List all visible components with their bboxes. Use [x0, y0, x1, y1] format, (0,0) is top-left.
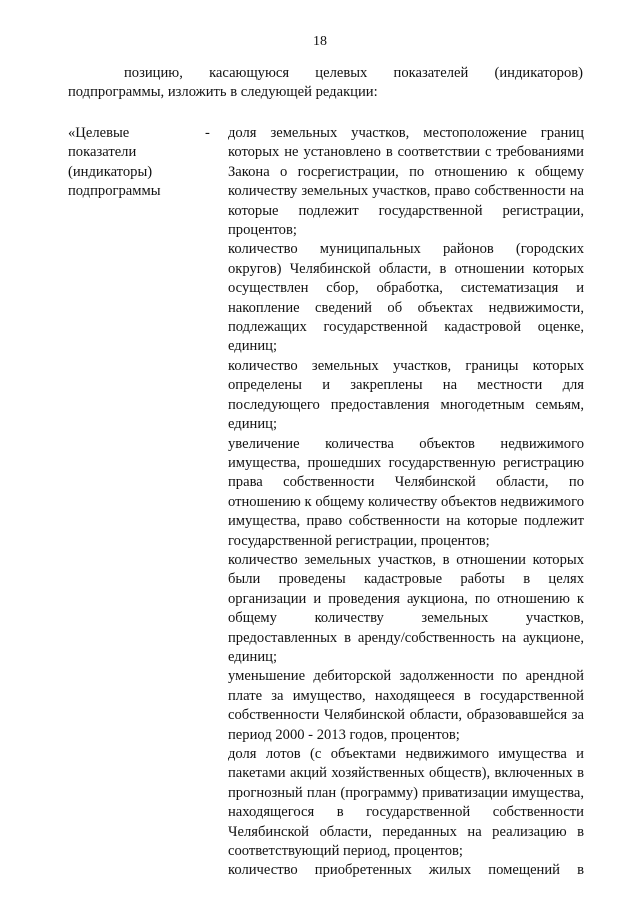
indicator-item: доля лотов (с объектами недвижимого имущества и пакетами акций хозяйственных обществ), включенных в прогнозный план (программу) приватизации имущества, находящегося в государственной собственности Челябинской области, переданных на реализацию в соответствующий период, процентов;: [228, 746, 584, 860]
intro-paragraph: [68, 64, 583, 102]
indicator-item: количество земельных участков, в отношении которых были проведены кадастровые работы в целях организации и проведения аукциона, по отношению к общему количеству земельных участков, предоставленных в аренду/собственность на аукционе, единиц;: [228, 551, 584, 665]
indicator-item: количество земельных участков, границы которых определены и закреплены на местности для последующего предоставления многодетным семьям, единиц;: [228, 357, 584, 433]
indicator-item: количество муниципальных районов (городских округов) Челябинской области, в отношении которых осуществлен сбор, обработка, систематизация и накопление сведений об объектах недвижимости, подлежащих государственной кадастровой оценке, единиц;: [228, 241, 584, 355]
indicator-item: увеличение количества объектов недвижимого имущества, прошедших государственную регистрацию права собственности Челябинской области, по отношению к общему количеству объектов недвижимого имущества, право собственности на которые подлежит государственной регистрации, процентов;: [228, 435, 584, 549]
indicator-item: доля земельных участков, местоположение границ которых не установлено в соответствии с требованиями Закона о госрегистрации, по отношению к общему количеству земельных участков, право собственности на которые подлежит государственной регистрации, процентов;: [228, 125, 584, 239]
indicators-label: «Целевые показатели (индикаторы) подпрограммы: [68, 125, 161, 200]
intro-line-2: подпрограммы, изложить в следующей редакции:: [68, 84, 378, 100]
indicator-item: уменьшение дебиторской задолженности по арендной плате за имущество, находящееся в государственной собственности Челябинской области, образовавшейся за период 2000 - 2013 годов, процентов;: [228, 668, 584, 743]
page-number: 18: [313, 34, 327, 49]
dash-separator: -: [205, 125, 210, 141]
indicators-list: [228, 124, 584, 881]
intro-line-1: позицию, касающуюся целевых показателей (индикаторов): [124, 65, 583, 81]
indicator-item: количество приобретенных жилых помещений в: [228, 862, 584, 879]
